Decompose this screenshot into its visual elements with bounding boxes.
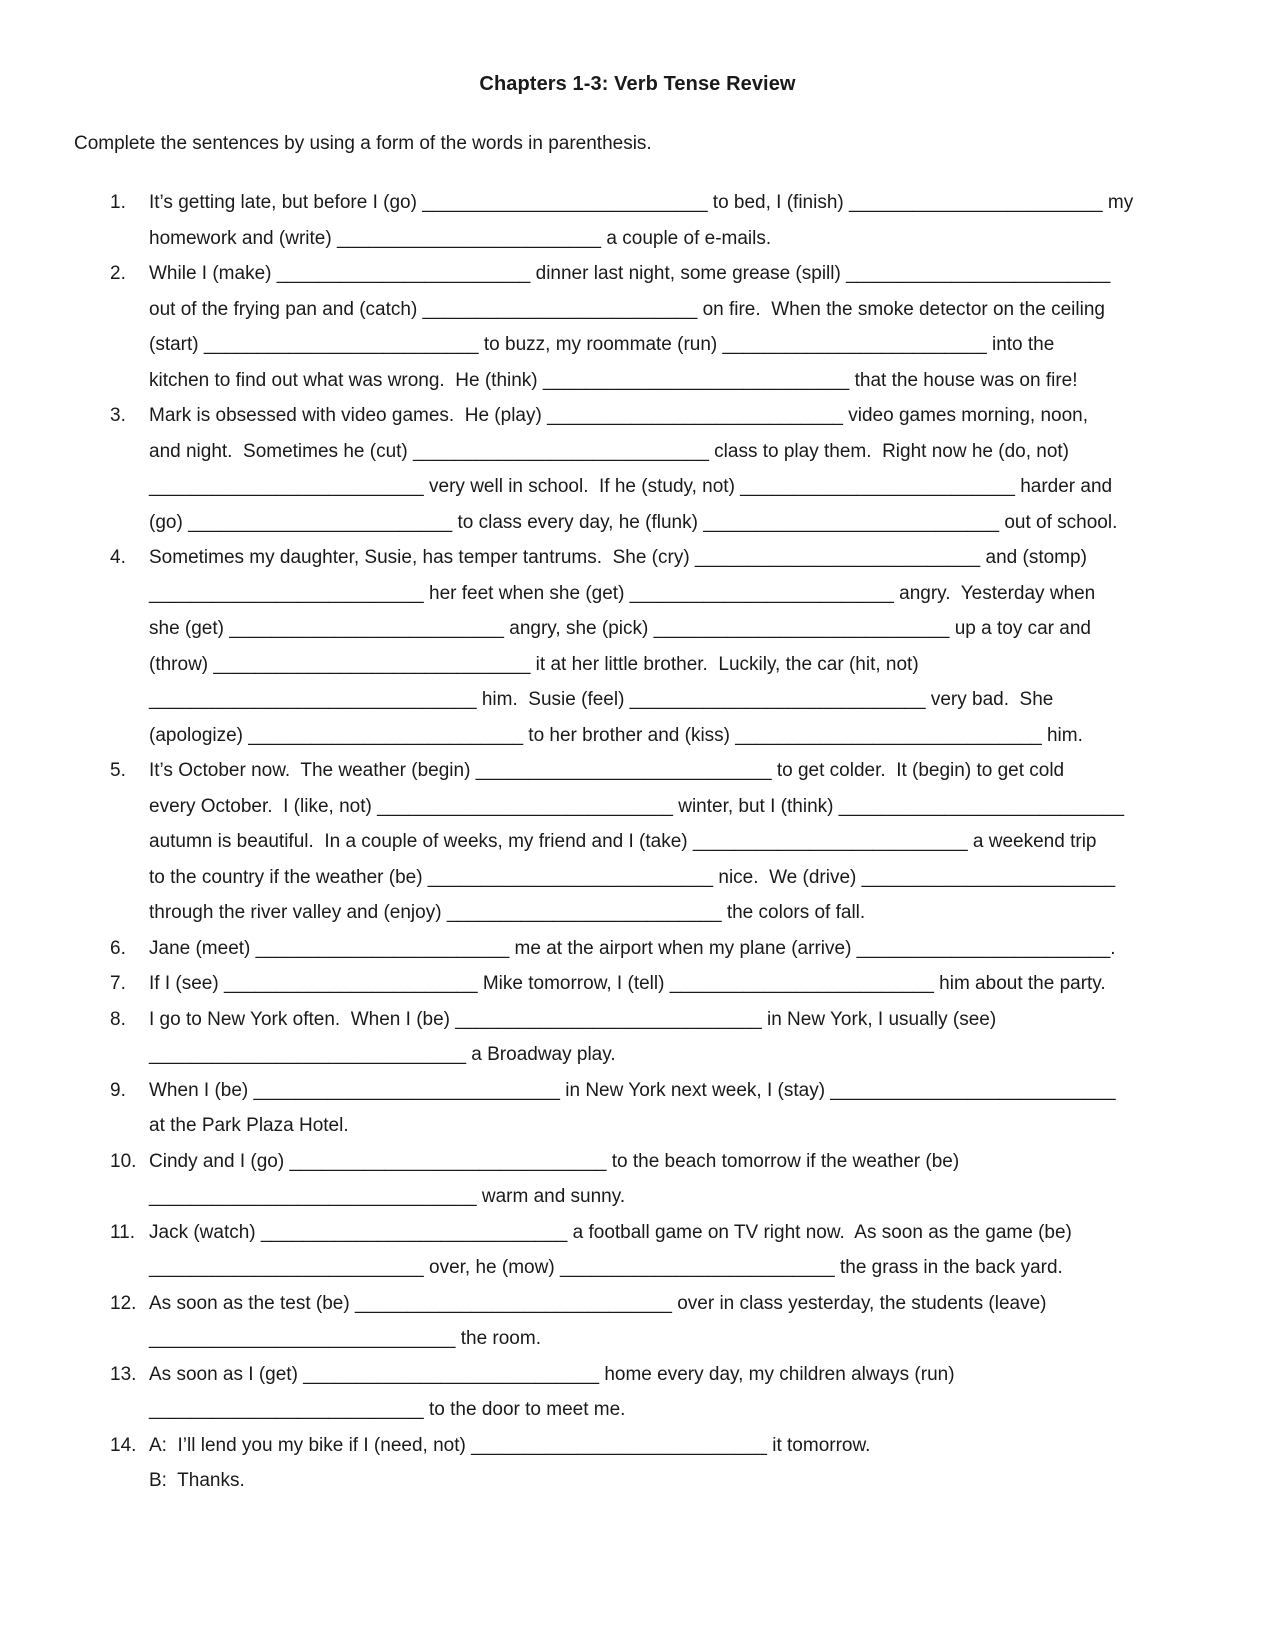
- exercise-line: When I (be) _____________________________ in New York next week, I (stay) ___________________________: [149, 1079, 1116, 1101]
- exercise-line: out of the frying pan and (catch) __________________________ on fire. When the smoke detector on the ceiling: [149, 298, 1105, 320]
- exercise-item: [0, 256, 1275, 398]
- exercise-item: [0, 398, 1275, 540]
- exercise-line: It’s getting late, but before I (go) ___________________________ to bed, I (finish) ________________________ my: [149, 192, 1134, 213]
- exercise-number: 4.: [110, 547, 126, 568]
- exercise-line: A: I’ll lend you my bike if I (need, not) ____________________________ it tomorrow.: [149, 1434, 871, 1456]
- exercise-line: B: Thanks.: [149, 1470, 245, 1491]
- exercise-line: As soon as I (get) ____________________________ home every day, my children always (run): [149, 1363, 955, 1385]
- exercise-line: homework and (write) _________________________ a couple of e-mails.: [149, 227, 772, 249]
- exercise-line: (throw) ______________________________ it at her little brother. Luckily, the car (hit, not): [149, 653, 919, 675]
- exercise-line: __________________________ over, he (mow) __________________________ the grass in the back yard.: [149, 1257, 1063, 1278]
- exercise-line: kitchen to find out what was wrong. He (think) _____________________________ that the house was on fire!: [149, 369, 1078, 391]
- exercise-line: (go) _________________________ to class every day, he (flunk) ____________________________ out of school.: [149, 511, 1118, 533]
- exercise-line: autumn is beautiful. In a couple of weeks, my friend and I (take) __________________________ a weekend trip: [149, 831, 1097, 852]
- exercise-item: [0, 1073, 1275, 1144]
- exercise-line: Sometimes my daughter, Susie, has temper tantrums. She (cry) ___________________________ and (stomp): [149, 547, 1087, 568]
- exercise-line: While I (make) ________________________ dinner last night, some grease (spill) _________________________: [149, 263, 1111, 284]
- exercise-line: If I (see) ________________________ Mike tomorrow, I (tell) _________________________ him about the party.: [149, 973, 1106, 994]
- exercise-line: It’s October now. The weather (begin) ____________________________ to get colder. It (begin) to get cold: [149, 760, 1065, 781]
- exercise-number: 3.: [110, 405, 126, 426]
- page-title: Chapters 1-3: Verb Tense Review: [479, 73, 796, 95]
- exercise-line: and night. Sometimes he (cut) ____________________________ class to play them. Right now he (do, not): [149, 440, 1070, 462]
- exercise-item: [0, 966, 1275, 1002]
- exercise-line: Jane (meet) ________________________ me at the airport when my plane (arrive) ________________________.: [149, 937, 1116, 959]
- exercise-line: Cindy and I (go) ______________________________ to the beach tomorrow if the weather (be): [149, 1150, 960, 1172]
- exercise-item: [0, 1428, 1275, 1499]
- exercise-line: ______________________________ a Broadway play.: [149, 1044, 616, 1065]
- exercise-line: through the river valley and (enjoy) __________________________ the colors of fall.: [149, 902, 866, 923]
- exercise-item: [0, 185, 1275, 256]
- exercise-line: Jack (watch) _____________________________ a football game on TV right now. As soon as the game (be): [149, 1221, 1072, 1243]
- exercise-line: I go to New York often. When I (be) _____________________________ in New York, I usually (see): [149, 1008, 997, 1030]
- exercise-item: [0, 1286, 1275, 1357]
- exercise-item: [0, 753, 1275, 931]
- exercise-number: 1.: [110, 192, 126, 213]
- exercise-line: _______________________________ warm and sunny.: [149, 1186, 626, 1207]
- exercise-line: to the country if the weather (be) ___________________________ nice. We (drive) ________________________: [149, 866, 1116, 888]
- exercise-item: [0, 540, 1275, 753]
- exercise-number: 14.: [110, 1434, 137, 1456]
- exercise-line: As soon as the test (be) ______________________________ over in class yesterday, the students (leave): [149, 1292, 1047, 1314]
- exercise-item: [0, 1002, 1275, 1073]
- exercise-line: _______________________________ him. Susie (feel) ____________________________ very bad. She: [149, 689, 1054, 710]
- exercise-line: every October. I (like, not) ____________________________ winter, but I (think) ___________________________: [149, 795, 1125, 817]
- exercise-number: 9.: [110, 1079, 126, 1101]
- exercise-number: 11.: [110, 1221, 136, 1243]
- exercise-number: 2.: [110, 263, 126, 284]
- exercise-number: 13.: [110, 1363, 137, 1385]
- exercise-line: _____________________________ the room.: [149, 1328, 541, 1349]
- exercise-line: she (get) __________________________ angry, she (pick) ____________________________ up a toy car and: [149, 618, 1091, 639]
- exercise-item: [0, 931, 1275, 967]
- exercise-number: 6.: [110, 937, 126, 959]
- exercise-line: Mark is obsessed with video games. He (play) ____________________________ video games morning, noon,: [149, 405, 1089, 426]
- exercise-line: (start) __________________________ to buzz, my roommate (run) _________________________ into the: [149, 334, 1055, 355]
- exercise-line: (apologize) __________________________ to her brother and (kiss) _____________________________ him.: [149, 724, 1083, 746]
- exercise-line: __________________________ her feet when she (get) _________________________ angry. Yesterday when: [149, 582, 1096, 604]
- exercise-line: __________________________ very well in school. If he (study, not) __________________________ harder and: [149, 476, 1113, 497]
- exercise-line: __________________________ to the door to meet me.: [149, 1399, 626, 1420]
- exercise-line: at the Park Plaza Hotel.: [149, 1115, 349, 1136]
- exercise-item: [0, 1144, 1275, 1215]
- exercise-list: [0, 185, 1275, 1499]
- exercise-number: 12.: [110, 1292, 137, 1314]
- exercise-item: [0, 1357, 1275, 1428]
- exercise-number: 8.: [110, 1008, 126, 1030]
- exercise-number: 10.: [110, 1150, 137, 1172]
- exercise-number: 7.: [110, 973, 126, 994]
- instructions-text: Complete the sentences by using a form of the words in parenthesis.: [74, 133, 652, 154]
- exercise-item: [0, 1215, 1275, 1286]
- exercise-number: 5.: [110, 760, 126, 781]
